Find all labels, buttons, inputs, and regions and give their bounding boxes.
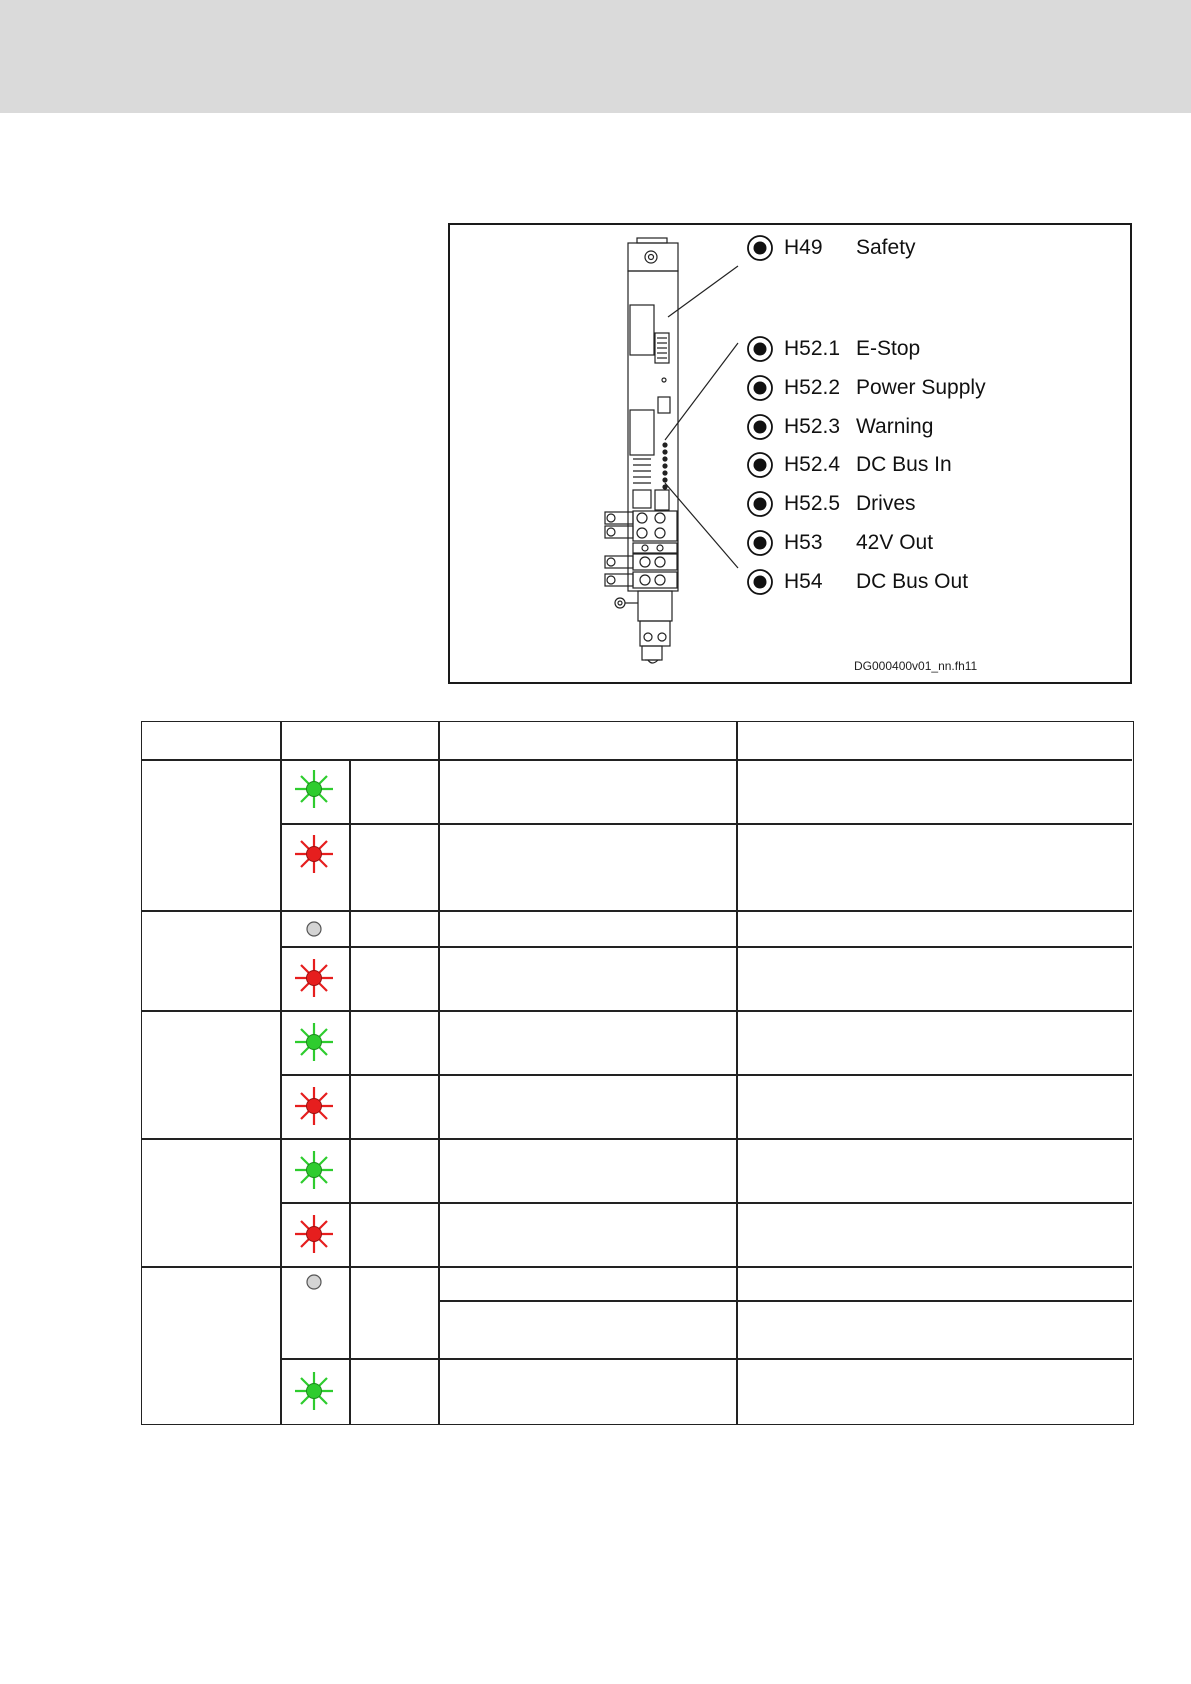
table-grid-line	[142, 1010, 1132, 1012]
table-grid-line	[280, 1358, 1132, 1360]
led-name-e-stop: E-Stop	[856, 337, 921, 360]
led-red-blink-icon	[292, 832, 336, 876]
table-grid-line	[142, 759, 1132, 761]
table-grid-line	[142, 1266, 1132, 1268]
led-off-icon	[305, 1273, 323, 1291]
table-grid-line	[280, 1074, 1132, 1076]
led-code-h52-2: H52.2	[784, 376, 841, 399]
table-grid-line	[142, 1138, 1132, 1140]
led-symbol-icon	[748, 453, 772, 477]
led-code-h52-5: H52.5	[784, 492, 841, 515]
table-grid-line	[438, 1300, 1132, 1302]
led-name-power-supply: Power Supply	[856, 376, 986, 399]
led-name-dc-bus-out: DC Bus Out	[856, 570, 969, 593]
led-red-blink-icon	[292, 1212, 336, 1256]
led-symbol-icon	[748, 531, 772, 555]
led-name-drives: Drives	[856, 492, 916, 515]
table-grid-line	[280, 946, 1132, 948]
table-grid-line	[349, 760, 351, 1424]
page-header-band	[0, 0, 1191, 113]
led-symbol-icon	[748, 415, 772, 439]
led-off-icon	[305, 920, 323, 938]
led-code-h52-4: H52.4	[784, 453, 841, 476]
led-green-blink-icon	[292, 1020, 336, 1064]
led-green-blink-icon	[292, 767, 336, 811]
led-name-warning: Warning	[856, 415, 934, 438]
led-symbol-icon	[748, 376, 772, 400]
led-symbol-icon	[748, 337, 772, 361]
led-symbol-icon	[748, 492, 772, 516]
led-green-blink-icon	[292, 1369, 336, 1413]
led-code-h53: H53	[784, 531, 823, 554]
table-grid-line	[142, 910, 1132, 912]
led-green-blink-icon	[292, 1148, 336, 1192]
led-red-blink-icon	[292, 956, 336, 1000]
table-grid-line	[280, 722, 282, 1424]
led-code-h52-1: H52.1	[784, 337, 841, 360]
table-grid-line	[280, 823, 1132, 825]
led-symbol-icon	[748, 570, 772, 594]
led-name-safety: Safety	[856, 236, 916, 259]
led-name-dc-bus-in: DC Bus In	[856, 453, 952, 476]
led-symbol-icon	[748, 236, 772, 260]
led-position-figure	[448, 223, 1132, 684]
led-name-42v-out: 42V Out	[856, 531, 934, 554]
table-grid-line	[438, 722, 440, 1424]
drawing-id: DG000400v01_nn.fh11	[854, 659, 978, 673]
led-code-h54: H54	[784, 570, 823, 593]
led-symbol-icons	[748, 236, 772, 594]
led-status-table	[141, 721, 1134, 1425]
table-grid-line	[280, 1202, 1132, 1204]
led-code-h49: H49	[784, 236, 823, 259]
table-grid-line	[736, 722, 738, 1424]
led-red-blink-icon	[292, 1084, 336, 1128]
led-code-h52-3: H52.3	[784, 415, 841, 438]
